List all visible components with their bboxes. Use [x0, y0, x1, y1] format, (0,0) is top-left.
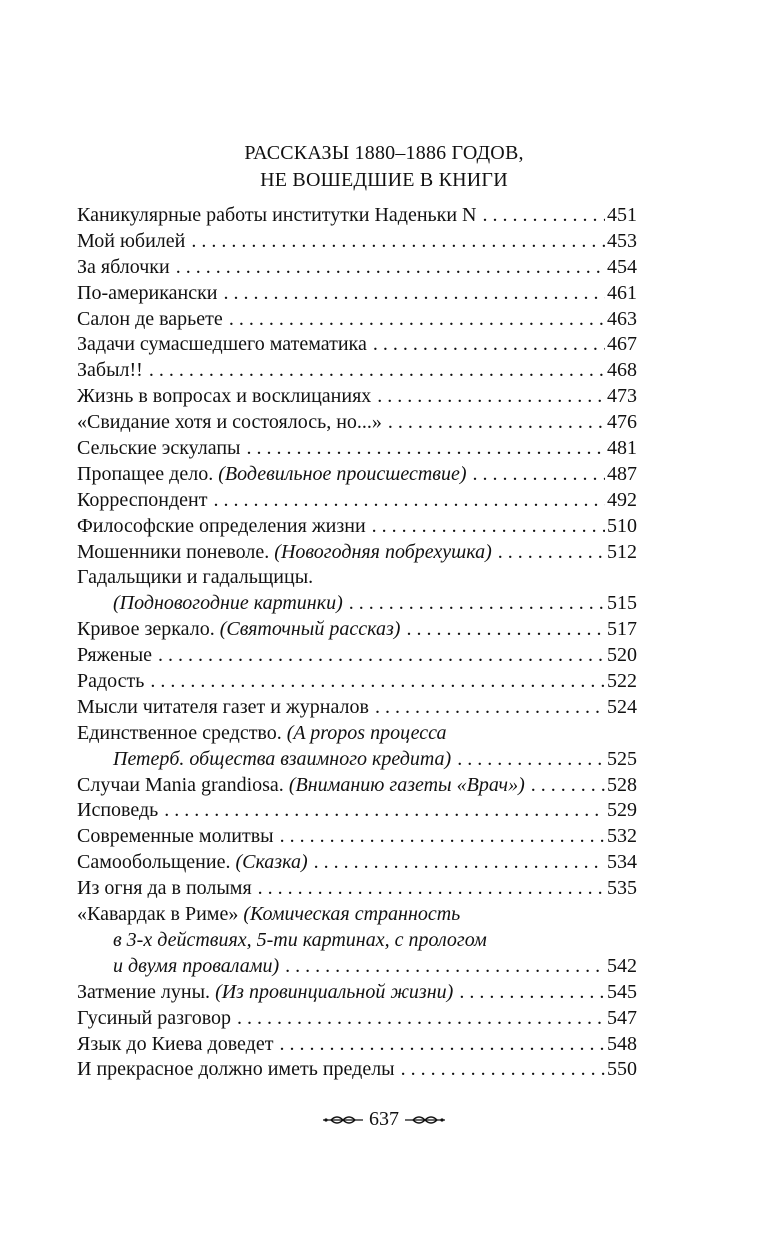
toc-entry-row: [77, 773, 637, 799]
toc-entry-page: 461: [607, 281, 637, 304]
toc-entry-continuation-row: [77, 591, 637, 617]
toc-entry-row: [77, 462, 637, 488]
toc-dot-leader: [373, 332, 605, 358]
toc-entry-title-text: Пропащее дело.: [77, 462, 214, 485]
toc-entry-continuation: Петерб. общества взаимного кредита): [113, 747, 452, 770]
toc-entry-row: [77, 281, 637, 307]
toc-entry-row: [77, 332, 637, 358]
section-title-line-1: РАССКАЗЫ 1880–1886 ГОДОВ,: [244, 142, 524, 164]
toc-entry-title-text: И прекрасное должно иметь пределы: [77, 1058, 395, 1081]
toc-entry-title: [77, 902, 460, 928]
toc-entry-row: [77, 617, 637, 643]
toc-entry-title-text: Гусиный разговор: [77, 1006, 232, 1029]
toc-dot-leader: [457, 747, 605, 773]
toc-dot-leader: [237, 1006, 605, 1032]
toc-entry-title: [77, 876, 252, 902]
toc-entry-row: [77, 436, 637, 462]
toc-dot-leader: [388, 410, 605, 436]
toc-dot-leader: [285, 954, 605, 980]
toc-entry-row: [77, 1032, 637, 1058]
toc-dot-leader: [224, 281, 605, 307]
toc-entry-title: [77, 617, 400, 643]
toc-entry-title: [77, 332, 367, 358]
toc-entry-title: [77, 980, 453, 1006]
toc-entry-continuation: (Подновогодние картинки): [113, 592, 343, 615]
toc-entry-title-text: Гадальщики и гадальщицы.: [77, 566, 314, 589]
toc-entry-title-text: Сельские эскулапы: [77, 437, 241, 460]
toc-entry-title: [77, 1006, 231, 1032]
toc-entry-page: 453: [607, 229, 637, 252]
toc-entry-row: [77, 255, 637, 281]
toc-entry-page: 520: [607, 644, 637, 667]
toc-entry-row: [77, 384, 637, 410]
right-ornament-icon: [403, 1113, 447, 1127]
toc-entry-title: [77, 488, 208, 514]
toc-entry-subtitle: (Новогодняя побрехушка): [274, 540, 492, 563]
toc-entry-page: 473: [607, 385, 637, 408]
toc-entry-title-text: Ряженые: [77, 644, 153, 667]
toc-entry-page: 515: [607, 592, 637, 615]
toc-entry-page: 463: [607, 307, 637, 330]
toc-dot-leader: [247, 436, 606, 462]
toc-entry-title-text: Радость: [77, 670, 145, 693]
toc-entry-row: [77, 669, 637, 695]
toc-entry-title: [77, 565, 313, 591]
toc-entry-title-text: Исповедь: [77, 799, 159, 822]
toc-entry-row: [77, 1006, 637, 1032]
toc-entry-title-text: Мой юбилей: [77, 229, 186, 252]
toc-entry-page: 548: [607, 1032, 637, 1055]
toc-dot-leader: [531, 773, 605, 799]
toc-entry-page: 510: [607, 514, 637, 537]
toc-entry-title-text: По-американски: [77, 281, 218, 304]
toc-entry-subtitle: (Сказка): [235, 851, 308, 874]
toc-dot-leader: [258, 876, 605, 902]
toc-entry-row: [77, 902, 637, 928]
toc-dot-leader: [191, 229, 605, 255]
toc-entry-row: [77, 980, 637, 1006]
toc-entry-subtitle: (A propos процесса: [286, 721, 447, 744]
toc-entry-row: [77, 358, 637, 384]
toc-entry-page: 512: [607, 540, 637, 563]
toc-dot-leader: [214, 488, 606, 514]
toc-entry-title-text: Случаи Mania grandiosa.: [77, 773, 284, 796]
toc-dot-leader: [149, 358, 605, 384]
left-ornament-icon: [321, 1113, 365, 1127]
toc-entry-title: [77, 798, 158, 824]
toc-entry-page: 451: [607, 204, 637, 226]
toc-entry-title: [77, 1032, 273, 1058]
toc-entry-title: [77, 462, 467, 488]
toc-entry-title-text: Из огня да в полымя: [77, 877, 252, 900]
toc-entry-title: [77, 229, 185, 255]
toc-entry-row: [77, 203, 637, 229]
section-title-line-2: НЕ ВОШЕДШИЕ В КНИГИ: [260, 169, 508, 191]
toc-entry-title: [77, 721, 446, 747]
toc-entry-subtitle: (Святочный рассказ): [219, 618, 401, 641]
toc-entry-subtitle: (Вниманию газеты «Врач»): [288, 773, 525, 796]
toc-entry-row: [77, 514, 637, 540]
toc-entry-title-text: Современные молитвы: [77, 825, 274, 848]
toc-entry-title-text: За яблочки: [77, 255, 170, 278]
toc-entry-title-text: «Свидание хотя и состоялось, но...»: [77, 411, 382, 434]
toc-dot-leader: [372, 514, 605, 540]
toc-dot-leader: [280, 824, 605, 850]
toc-entry-title-text: «Кавардак в Риме»: [77, 903, 239, 926]
toc-entry-title-text: Салон де варьете: [77, 307, 223, 330]
toc-entry-title-text: Мошенники поневоле.: [77, 540, 270, 563]
toc-entry-page: 525: [607, 747, 637, 770]
toc-entry-row: [77, 1057, 637, 1083]
toc-entry-row: [77, 229, 637, 255]
toc-dot-leader: [401, 1057, 605, 1083]
toc-dot-leader: [158, 643, 605, 669]
toc-dot-leader: [473, 462, 606, 488]
toc-dot-leader: [406, 617, 605, 643]
toc-entry-title-text: Каникулярные работы институтки Наденьки N: [77, 204, 477, 226]
toc-entry-continuation-row: [77, 747, 637, 773]
toc-entry-page: 481: [607, 437, 637, 460]
toc-entry-title-text: Жизнь в вопросах и восклицаниях: [77, 385, 372, 408]
toc-entry-title-text: Затмение луны.: [77, 980, 211, 1003]
toc-entry-title-text: Мысли читателя газет и журналов: [77, 695, 369, 718]
toc-entry-title-text: Единственное средство.: [77, 721, 282, 744]
toc-entry-title: [77, 695, 369, 721]
toc-entry-page: 550: [607, 1058, 637, 1081]
toc-entry-title: [77, 203, 477, 229]
toc-entry-page: 534: [607, 851, 637, 874]
toc-entry-title-text: Самообольщение.: [77, 851, 231, 874]
toc-entry-title-text: Забыл!!: [77, 359, 143, 382]
toc-entry-title-text: Кривое зеркало.: [77, 618, 215, 641]
toc-entry-title: [77, 358, 143, 384]
toc-entry-page: 535: [607, 877, 637, 900]
toc-entry-page: 529: [607, 799, 637, 822]
toc-entry-row: [77, 695, 637, 721]
toc-entry-page: 528: [607, 773, 637, 796]
section-title: [0, 140, 768, 194]
toc-entry-title: [77, 773, 525, 799]
toc-entry-row: [77, 824, 637, 850]
toc-entry-title: [77, 1057, 395, 1083]
toc-dot-leader: [375, 695, 605, 721]
toc-entry-continuation: в 3-х действиях, 5-ти картинах, с прологом: [113, 928, 487, 951]
toc-entry-row: [77, 798, 637, 824]
toc-entry-page: 467: [607, 333, 637, 356]
toc-entry-page: 468: [607, 359, 637, 382]
toc-dot-leader: [459, 980, 605, 1006]
toc-entry-title-text: Философские определения жизни: [77, 514, 366, 537]
toc-dot-leader: [483, 203, 605, 229]
toc-entry-page: 454: [607, 255, 637, 278]
toc-entry-row: [77, 643, 637, 669]
toc-entry-title-text: Язык до Киева доведет: [77, 1032, 274, 1055]
toc-entry-title: [77, 384, 371, 410]
toc-entry-page: 542: [607, 954, 637, 977]
toc-dot-leader: [279, 1032, 605, 1058]
toc-entry-subtitle: (Из провинциальной жизни): [215, 980, 454, 1003]
toc-entry-page: 545: [607, 980, 637, 1003]
toc-entry-title: [77, 540, 492, 566]
toc-entry-page: 517: [607, 618, 637, 641]
toc-dot-leader: [349, 591, 605, 617]
toc-entry-title: [77, 255, 170, 281]
toc-entry-continuation-row: [77, 928, 637, 954]
toc-entry-title-text: Задачи сумасшедшего математика: [77, 333, 367, 356]
toc-entry-row: [77, 565, 637, 591]
toc-entry-row: [77, 307, 637, 333]
toc-dot-leader: [498, 540, 605, 566]
toc-entry-title: [77, 436, 241, 462]
toc-entry-row: [77, 721, 637, 747]
toc-entry-continuation-row: [77, 954, 637, 980]
toc-entry-title-text: Корреспондент: [77, 488, 208, 511]
toc-dot-leader: [314, 850, 605, 876]
toc-entry-title: [77, 643, 152, 669]
toc-entry-row: [77, 876, 637, 902]
toc-entry-title: [77, 281, 218, 307]
toc-entry-row: [77, 540, 637, 566]
toc-entry-page: 532: [607, 825, 637, 848]
toc-entry-title: [77, 850, 308, 876]
toc-entry-title: [77, 514, 366, 540]
toc-entry-row: [77, 488, 637, 514]
toc-entry-title: [77, 410, 382, 436]
toc-entry-continuation: и двумя провалами): [113, 954, 280, 977]
toc-entry-title: [77, 669, 144, 695]
toc-entry-title: [77, 307, 223, 333]
toc-entry-title: [77, 824, 274, 850]
toc-entry-row: [77, 850, 637, 876]
toc-entry-row: [77, 410, 637, 436]
toc-entry-subtitle: (Водевильное происшествие): [218, 462, 467, 485]
toc-entry-page: 524: [607, 695, 637, 718]
toc-dot-leader: [150, 669, 605, 695]
toc-entry-page: 522: [607, 670, 637, 693]
toc-entry-page: 487: [607, 462, 637, 485]
toc-entry-subtitle: (Комическая странность: [243, 903, 461, 926]
toc-dot-leader: [377, 384, 605, 410]
toc-dot-leader: [164, 798, 605, 824]
page-footer: [0, 1108, 768, 1131]
toc-dot-leader: [229, 307, 605, 333]
page-number: 637: [369, 1108, 399, 1130]
toc-entry-page: 547: [607, 1006, 637, 1029]
table-of-contents: [77, 203, 637, 1083]
toc-dot-leader: [176, 255, 605, 281]
toc-entry-page: 492: [607, 488, 637, 511]
toc-entry-page: 476: [607, 411, 637, 434]
